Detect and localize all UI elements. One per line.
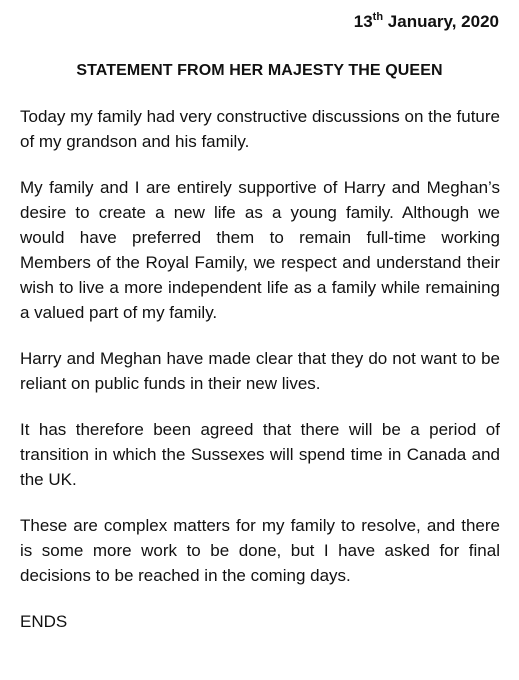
paragraph-4: It has therefore been agreed that there will be a period of transition in which the Sussexes will spend time in Canada and the UK. [20, 420, 500, 489]
date-ordinal-suffix: th [372, 11, 384, 23]
paragraph-1: Today my family had very constructive discussions on the future of my grandson and his family. [20, 107, 500, 151]
paragraph-3: Harry and Meghan have made clear that they do not want to be reliant on public funds in their new lives. [20, 349, 500, 393]
date-month-year: January, 2020 [383, 12, 499, 31]
paragraph-5: These are complex matters for my family to resolve, and there is some more work to be done, but I have asked for final decisions to be reached in the coming days. [20, 516, 500, 585]
ends-marker: ENDS [20, 612, 68, 631]
paragraph-2: My family and I are entirely supportive of Harry and Meghan’s desire to create a new life as a young family. Although we would have preferred them to remain full-time working Members of the Royal Family, we respect and understand their wish to live a more independent life as a family while remaining a valued part of my family. [20, 178, 500, 322]
statement-body [20, 104, 500, 634]
date-day: 13 [353, 12, 373, 31]
statement-date [354, 12, 499, 32]
statement-title: STATEMENT FROM HER MAJESTY THE QUEEN [76, 62, 443, 79]
